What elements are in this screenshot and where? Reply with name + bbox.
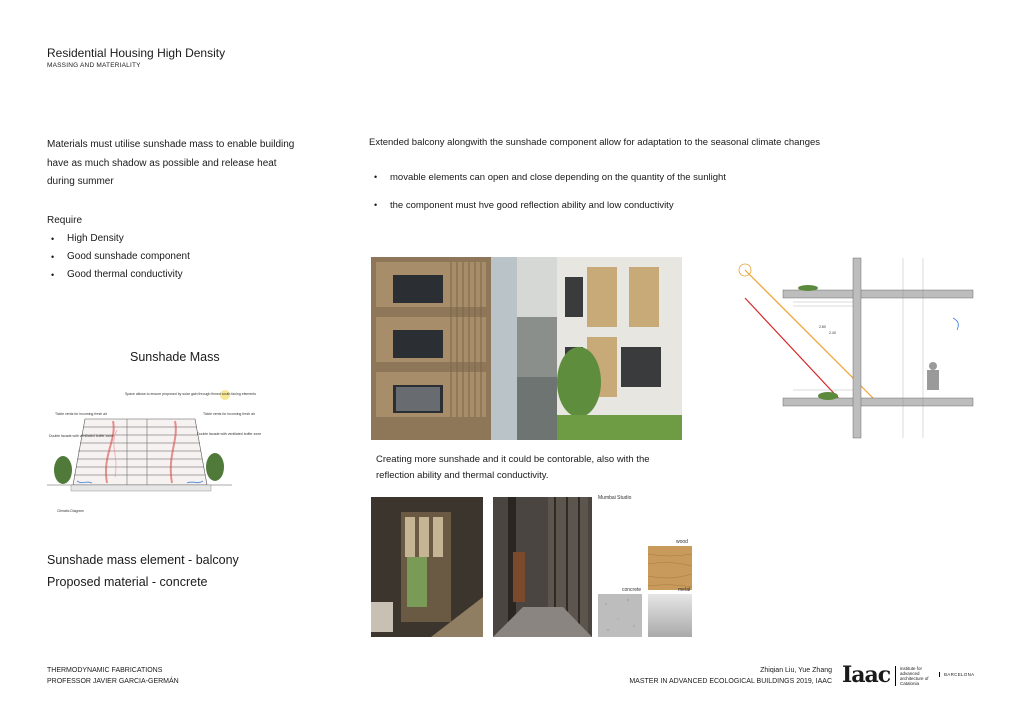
material-line: Proposed material - concrete (47, 575, 208, 589)
studio-label: Mumbai Studio (598, 495, 632, 501)
climatic-diagram (47, 385, 262, 515)
metal-swatch (648, 594, 692, 637)
footer-course (47, 665, 179, 687)
wood-swatch (648, 546, 692, 590)
logo-mark: Iaac (842, 662, 891, 688)
professor-name: PROFESSOR JAVIER GARCIA-GERMÁN (47, 678, 179, 685)
requirements-list (47, 230, 297, 284)
diagram-note-left-2: Double facade with ventilated buffer zone (49, 434, 114, 438)
iaac-logo (842, 664, 982, 686)
diagram-note-right-1: Tickle vents for incoming fresh air (203, 412, 255, 416)
balcony-photo-perforated (517, 257, 682, 440)
course-name: THERMODYNAMIC FABRICATIONS (47, 667, 163, 674)
logo-city: BARCELONA (939, 672, 974, 677)
balcony-intro: Extended balcony alongwith the sunshade component allow for adaptation to the seasonal climate changes (369, 137, 821, 148)
sunshade-mass-title: Sunshade Mass (130, 350, 220, 364)
concrete-swatch (598, 594, 642, 637)
page-subtitle: MASSING AND MATERIALITY (47, 62, 141, 69)
list-item: • Good sunshade component (67, 248, 297, 266)
list-item: • movable elements can open and close depending on the quantity of the sunlight (374, 172, 854, 183)
material-label-wood: wood (676, 539, 688, 545)
list-item: • the component must hve good reflection ability and low conductivity (374, 200, 854, 211)
material-label-concrete: concrete (622, 587, 642, 593)
component-bullets (374, 172, 854, 228)
balcony-section-drawing (733, 258, 973, 438)
list-item: • Good thermal conductivity (67, 266, 297, 284)
require-label: Require (47, 215, 83, 226)
diagram-note-left-1: Tickle vents for incoming fresh air (55, 412, 107, 416)
interior-photo-1 (371, 497, 483, 637)
list-item: • High Density (67, 230, 297, 248)
program-name: MASTER IN ADVANCED ECOLOGICAL BUILDINGS 2019, IAAC (629, 678, 832, 685)
author-names: Zhiqian Liu, Yue Zhang (760, 667, 832, 674)
footer-authors (600, 665, 832, 687)
material-label-metal: metal (678, 587, 691, 593)
requirements-block (47, 212, 297, 284)
interior-photo-2 (493, 497, 592, 637)
diagram-caption: Climatic Diagram (57, 509, 84, 513)
element-line: Sunshade mass element - balcony (47, 553, 239, 567)
page-title: Residential Housing High Density (47, 46, 226, 60)
dimension-2: 2.40 (829, 331, 836, 335)
logo-institute-text: institute for advanced architecture of Catalonia (895, 666, 940, 686)
sunshade-caption: Creating more sunshade and it could be contorable, also with the reflection ability and thermal conductivity. (376, 454, 650, 481)
diagram-note-right-2: Double facade with ventilated buffer zone (197, 432, 262, 436)
balcony-photo-timber (371, 257, 517, 440)
intro-paragraph: Materials must utilise sunshade mass to enable building have as much shadow as possible and release heat during summer (47, 139, 295, 187)
dimension-1: 2.80 (819, 325, 826, 329)
diagram-note-top: Space allows to ensure proposed by solar gain through finned south facing elements (125, 392, 256, 396)
